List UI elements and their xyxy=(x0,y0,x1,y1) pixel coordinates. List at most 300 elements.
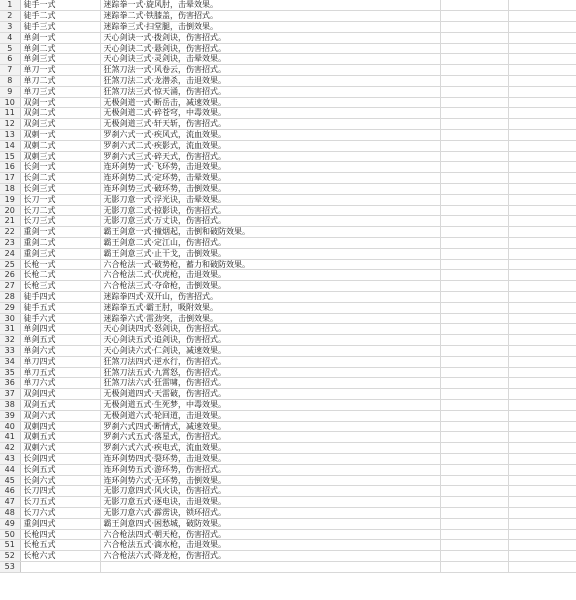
table-row xyxy=(0,11,576,22)
skill-description-cell[interactable]: 六合枪法二式·伏虎枪，击退效果。 xyxy=(100,270,440,281)
empty-cell[interactable] xyxy=(508,270,576,281)
empty-cell[interactable] xyxy=(440,238,508,249)
row-number-cell[interactable]: 21 xyxy=(0,216,20,227)
row-number-cell[interactable]: 12 xyxy=(0,119,20,130)
empty-cell[interactable] xyxy=(440,184,508,195)
skill-description-cell[interactable]: 天心剑诀一式·拨剑诀，伤害招式。 xyxy=(100,32,440,43)
skill-description-cell[interactable]: 迷踪拳三式·扫堂腿，击倒效果。 xyxy=(100,22,440,33)
stance-name-cell[interactable]: 徒手二式 xyxy=(20,11,100,22)
empty-cell[interactable] xyxy=(508,162,576,173)
stance-name-cell[interactable]: 长枪六式 xyxy=(20,551,100,562)
empty-cell[interactable] xyxy=(440,497,508,508)
row-number-cell[interactable]: 19 xyxy=(0,194,20,205)
skill-description-cell[interactable]: 罗刹六式二式·疾影式，流血效果。 xyxy=(100,140,440,151)
stance-name-cell[interactable]: 徒手四式 xyxy=(20,292,100,303)
empty-cell[interactable] xyxy=(440,130,508,141)
empty-cell[interactable] xyxy=(508,561,576,572)
empty-cell[interactable] xyxy=(508,367,576,378)
row-number-cell[interactable]: 40 xyxy=(0,421,20,432)
empty-cell[interactable] xyxy=(508,324,576,335)
stance-name-cell[interactable]: 单刀二式 xyxy=(20,76,100,87)
stance-name-cell[interactable]: 单刀三式 xyxy=(20,86,100,97)
empty-cell[interactable] xyxy=(508,54,576,65)
skill-description-cell[interactable]: 罗刹六式三式·碎天式，伤害招式。 xyxy=(100,151,440,162)
skill-description-cell[interactable]: 天心剑诀二式·悬剑诀，伤害招式。 xyxy=(100,43,440,54)
row-number-cell[interactable]: 18 xyxy=(0,184,20,195)
row-number-cell[interactable]: 48 xyxy=(0,507,20,518)
stance-name-cell[interactable]: 重剑三式 xyxy=(20,248,100,259)
stance-name-cell[interactable]: 双刺六式 xyxy=(20,443,100,454)
skill-description-cell[interactable]: 六合枪法三式·夺命枪，击倒效果。 xyxy=(100,281,440,292)
stance-name-cell[interactable]: 长剑二式 xyxy=(20,173,100,184)
empty-cell[interactable] xyxy=(508,389,576,400)
row-number-cell[interactable]: 45 xyxy=(0,475,20,486)
empty-cell[interactable] xyxy=(508,399,576,410)
table-row xyxy=(0,464,576,475)
empty-cell[interactable] xyxy=(508,184,576,195)
empty-cell[interactable] xyxy=(508,497,576,508)
row-number-cell[interactable]: 39 xyxy=(0,410,20,421)
skill-description-cell[interactable]: 罗刹六式四式·断情式，减速效果。 xyxy=(100,421,440,432)
skill-description-cell[interactable]: 迷踪拳四式·双开山，伤害招式。 xyxy=(100,292,440,303)
stance-name-cell[interactable]: 重剑二式 xyxy=(20,238,100,249)
empty-cell[interactable] xyxy=(508,475,576,486)
table-row xyxy=(0,281,576,292)
empty-cell[interactable] xyxy=(440,140,508,151)
row-number-cell[interactable]: 32 xyxy=(0,335,20,346)
stance-name-cell[interactable]: 徒手六式 xyxy=(20,313,100,324)
empty-cell[interactable] xyxy=(508,140,576,151)
skill-description-cell[interactable]: 无极剑道二式·碎苍穹，中毒效果。 xyxy=(100,108,440,119)
table-row xyxy=(0,151,576,162)
empty-cell[interactable] xyxy=(508,443,576,454)
empty-cell[interactable] xyxy=(508,194,576,205)
empty-cell[interactable] xyxy=(508,65,576,76)
empty-cell[interactable] xyxy=(508,86,576,97)
empty-cell[interactable] xyxy=(440,76,508,87)
row-number-cell[interactable]: 8 xyxy=(0,76,20,87)
skill-description-cell[interactable]: 迷踪拳一式·旋风肘，击晕效果。 xyxy=(100,0,440,11)
stance-name-cell[interactable]: 长剑六式 xyxy=(20,475,100,486)
stance-name-cell[interactable]: 双刺二式 xyxy=(20,140,100,151)
skill-description-cell[interactable]: 连环剑势一式·飞环势，击退效果。 xyxy=(100,162,440,173)
stance-name-cell[interactable]: 长刀三式 xyxy=(20,216,100,227)
row-number-cell[interactable]: 36 xyxy=(0,378,20,389)
row-number-cell[interactable]: 15 xyxy=(0,151,20,162)
empty-cell[interactable] xyxy=(508,238,576,249)
empty-cell[interactable] xyxy=(440,367,508,378)
empty-cell[interactable] xyxy=(440,324,508,335)
empty-cell[interactable] xyxy=(508,302,576,313)
stance-name-cell[interactable]: 双刺三式 xyxy=(20,151,100,162)
empty-cell[interactable] xyxy=(508,205,576,216)
skill-description-cell[interactable]: 无极剑道六式·轮回道，击退效果。 xyxy=(100,410,440,421)
empty-cell[interactable] xyxy=(440,561,508,572)
stance-name-cell[interactable]: 长枪一式 xyxy=(20,259,100,270)
empty-cell[interactable] xyxy=(508,0,576,11)
row-number-cell[interactable]: 52 xyxy=(0,551,20,562)
stance-name-cell[interactable]: 长刀六式 xyxy=(20,507,100,518)
empty-cell[interactable] xyxy=(440,518,508,529)
skill-description-cell[interactable]: 六合枪法五式·滴水枪，击退效果。 xyxy=(100,540,440,551)
row-number-cell[interactable]: 34 xyxy=(0,356,20,367)
skill-description-cell[interactable]: 狂煞刀法六式·狂雷啸，伤害招式。 xyxy=(100,378,440,389)
row-number-cell[interactable]: 11 xyxy=(0,108,20,119)
row-number-cell[interactable]: 46 xyxy=(0,486,20,497)
table-row xyxy=(0,378,576,389)
skill-description-cell[interactable]: 无影刀意二式·掠影诀，伤害招式。 xyxy=(100,205,440,216)
table-row xyxy=(0,22,576,33)
row-number-cell[interactable]: 49 xyxy=(0,518,20,529)
skill-description-cell[interactable]: 罗刹六式五式·落星式，伤害招式。 xyxy=(100,432,440,443)
skill-description-cell[interactable]: 霸王剑意三式·止干戈，击倒效果。 xyxy=(100,248,440,259)
empty-cell[interactable] xyxy=(508,453,576,464)
stance-name-cell[interactable]: 长枪三式 xyxy=(20,281,100,292)
empty-cell[interactable] xyxy=(440,486,508,497)
skill-description-cell[interactable]: 六合枪法一式·破势枪，蓄力和破防效果。 xyxy=(100,259,440,270)
empty-cell[interactable] xyxy=(440,281,508,292)
skill-description-cell[interactable]: 狂煞刀法五式·九霄怒，伤害招式。 xyxy=(100,367,440,378)
empty-cell[interactable] xyxy=(508,518,576,529)
empty-cell[interactable] xyxy=(508,281,576,292)
skill-description-cell[interactable]: 霸王剑意二式·定江山，伤害招式。 xyxy=(100,238,440,249)
row-number-cell[interactable]: 44 xyxy=(0,464,20,475)
stance-name-cell[interactable]: 单刀六式 xyxy=(20,378,100,389)
empty-cell[interactable] xyxy=(440,248,508,259)
stance-name-cell[interactable]: 双剑三式 xyxy=(20,119,100,130)
empty-cell[interactable] xyxy=(508,43,576,54)
empty-cell[interactable] xyxy=(440,507,508,518)
stance-name-cell[interactable]: 长刀一式 xyxy=(20,194,100,205)
skill-description-cell[interactable]: 狂煞刀法四式·逆水行，伤害招式。 xyxy=(100,356,440,367)
row-number-cell[interactable]: 20 xyxy=(0,205,20,216)
row-number-cell[interactable]: 50 xyxy=(0,529,20,540)
empty-cell[interactable] xyxy=(440,540,508,551)
stance-name-cell[interactable]: 徒手一式 xyxy=(20,0,100,11)
table-row xyxy=(0,248,576,259)
stance-name-cell[interactable]: 双剑二式 xyxy=(20,108,100,119)
table-row xyxy=(0,410,576,421)
empty-cell[interactable] xyxy=(508,119,576,130)
empty-cell[interactable] xyxy=(440,173,508,184)
empty-cell[interactable] xyxy=(508,378,576,389)
row-number-cell[interactable]: 6 xyxy=(0,54,20,65)
empty-cell[interactable] xyxy=(440,32,508,43)
empty-cell[interactable] xyxy=(508,421,576,432)
table-row xyxy=(0,54,576,65)
stance-name-cell[interactable]: 长剑一式 xyxy=(20,162,100,173)
row-number-cell[interactable]: 2 xyxy=(0,11,20,22)
empty-cell[interactable] xyxy=(440,205,508,216)
table-row xyxy=(0,108,576,119)
empty-cell[interactable] xyxy=(440,151,508,162)
stance-name-cell[interactable]: 徒手五式 xyxy=(20,302,100,313)
empty-cell[interactable] xyxy=(508,248,576,259)
empty-cell[interactable] xyxy=(508,313,576,324)
row-number-cell[interactable]: 25 xyxy=(0,259,20,270)
row-number-cell[interactable]: 3 xyxy=(0,22,20,33)
table-row xyxy=(0,238,576,249)
empty-cell[interactable] xyxy=(508,551,576,562)
row-number-cell[interactable]: 31 xyxy=(0,324,20,335)
empty-cell[interactable] xyxy=(508,356,576,367)
table-row xyxy=(0,432,576,443)
stance-name-cell[interactable]: 双刺一式 xyxy=(20,130,100,141)
skill-description-cell[interactable]: 迷踪拳五式·霸王肘，吸附效果。 xyxy=(100,302,440,313)
empty-cell[interactable] xyxy=(440,162,508,173)
row-number-cell[interactable]: 27 xyxy=(0,281,20,292)
stance-name-cell[interactable]: 单剑一式 xyxy=(20,32,100,43)
empty-cell[interactable] xyxy=(508,173,576,184)
empty-cell[interactable] xyxy=(440,453,508,464)
empty-cell[interactable] xyxy=(508,410,576,421)
empty-cell[interactable] xyxy=(508,292,576,303)
row-number-cell[interactable]: 51 xyxy=(0,540,20,551)
stance-name-cell[interactable]: 重剑一式 xyxy=(20,227,100,238)
empty-cell[interactable] xyxy=(508,227,576,238)
row-number-cell[interactable]: 26 xyxy=(0,270,20,281)
empty-cell[interactable] xyxy=(508,540,576,551)
skill-description-cell[interactable]: 罗刹六式一式·疾风式，流血效果。 xyxy=(100,130,440,141)
skill-description-cell[interactable]: 天心剑诀四式·怒剑诀，伤害招式。 xyxy=(100,324,440,335)
row-number-cell[interactable]: 7 xyxy=(0,65,20,76)
table-row xyxy=(0,140,576,151)
empty-cell[interactable] xyxy=(508,529,576,540)
row-number-cell[interactable]: 9 xyxy=(0,86,20,97)
row-number-cell[interactable]: 30 xyxy=(0,313,20,324)
empty-cell[interactable] xyxy=(440,270,508,281)
skill-description-cell[interactable]: 连环剑势六式·无环势，击倒效果。 xyxy=(100,475,440,486)
empty-cell[interactable] xyxy=(508,130,576,141)
stance-name-cell[interactable]: 徒手三式 xyxy=(20,22,100,33)
table-row xyxy=(0,443,576,454)
stance-name-cell[interactable]: 单剑五式 xyxy=(20,335,100,346)
empty-cell[interactable] xyxy=(440,529,508,540)
skill-description-cell[interactable]: 迷踪拳六式·雷劲突，击倒效果。 xyxy=(100,313,440,324)
stance-name-cell[interactable]: 长剑五式 xyxy=(20,464,100,475)
empty-cell[interactable] xyxy=(440,119,508,130)
empty-cell[interactable] xyxy=(440,54,508,65)
stance-name-cell[interactable] xyxy=(20,561,100,572)
row-number-cell[interactable]: 14 xyxy=(0,140,20,151)
table-row xyxy=(0,32,576,43)
empty-cell[interactable] xyxy=(508,432,576,443)
row-number-cell[interactable]: 1 xyxy=(0,0,20,11)
table-row xyxy=(0,529,576,540)
stance-name-cell[interactable]: 长枪五式 xyxy=(20,540,100,551)
empty-cell[interactable] xyxy=(508,464,576,475)
stance-name-cell[interactable]: 长刀五式 xyxy=(20,497,100,508)
empty-cell[interactable] xyxy=(440,346,508,357)
empty-cell[interactable] xyxy=(508,486,576,497)
table-row xyxy=(0,367,576,378)
table-row xyxy=(0,227,576,238)
empty-cell[interactable] xyxy=(440,302,508,313)
skill-description-cell[interactable]: 连环剑势二式·定环势，击晕效果。 xyxy=(100,173,440,184)
empty-cell[interactable] xyxy=(440,399,508,410)
skill-description-cell[interactable]: 狂煞刀法一式·风卷云，伤害招式。 xyxy=(100,65,440,76)
skill-description-cell[interactable]: 狂煞刀法三式·惊天涌，伤害招式。 xyxy=(100,86,440,97)
empty-cell[interactable] xyxy=(440,86,508,97)
empty-cell[interactable] xyxy=(440,97,508,108)
table-row xyxy=(0,399,576,410)
empty-cell[interactable] xyxy=(440,432,508,443)
stance-name-cell[interactable]: 双剑四式 xyxy=(20,389,100,400)
empty-cell[interactable] xyxy=(508,76,576,87)
empty-cell[interactable] xyxy=(440,389,508,400)
table-row xyxy=(0,507,576,518)
stance-name-cell[interactable]: 长刀四式 xyxy=(20,486,100,497)
empty-cell[interactable] xyxy=(440,335,508,346)
row-number-cell[interactable]: 41 xyxy=(0,432,20,443)
empty-cell[interactable] xyxy=(508,22,576,33)
row-number-cell[interactable]: 43 xyxy=(0,453,20,464)
empty-cell[interactable] xyxy=(440,108,508,119)
table-row xyxy=(0,335,576,346)
skill-description-cell[interactable]: 迷踪拳二式·铁膝盖，伤害招式。 xyxy=(100,11,440,22)
stance-name-cell[interactable]: 双刺五式 xyxy=(20,432,100,443)
row-number-cell[interactable]: 37 xyxy=(0,389,20,400)
skill-description-cell[interactable]: 天心剑诀三式·灵剑诀，击晕效果。 xyxy=(100,54,440,65)
empty-cell[interactable] xyxy=(508,259,576,270)
stance-name-cell[interactable]: 单剑三式 xyxy=(20,54,100,65)
skill-description-cell[interactable]: 无极剑道五式·生死梦，中毒效果。 xyxy=(100,399,440,410)
stance-name-cell[interactable]: 双剑五式 xyxy=(20,399,100,410)
stance-name-cell[interactable]: 单刀四式 xyxy=(20,356,100,367)
stance-name-cell[interactable]: 长枪二式 xyxy=(20,270,100,281)
row-number-cell[interactable]: 13 xyxy=(0,130,20,141)
skill-description-cell[interactable]: 六合枪法六式·降龙枪，伤害招式。 xyxy=(100,551,440,562)
table-row xyxy=(0,270,576,281)
row-number-cell[interactable]: 16 xyxy=(0,162,20,173)
skill-description-cell[interactable]: 无影刀意四式·风火诀，伤害招式。 xyxy=(100,486,440,497)
row-number-cell[interactable]: 5 xyxy=(0,43,20,54)
row-number-cell[interactable]: 4 xyxy=(0,32,20,43)
skill-description-cell[interactable] xyxy=(100,561,440,572)
stance-name-cell[interactable]: 重剑四式 xyxy=(20,518,100,529)
stance-name-cell[interactable]: 双剑六式 xyxy=(20,410,100,421)
row-number-cell[interactable]: 35 xyxy=(0,367,20,378)
table-row xyxy=(0,216,576,227)
table-row xyxy=(0,119,576,130)
table-row xyxy=(0,76,576,87)
skill-description-cell[interactable]: 霸王剑意一式·撞烟起，击倒和破防效果。 xyxy=(100,227,440,238)
skill-description-cell[interactable]: 天心剑诀五式·追剑诀，伤害招式。 xyxy=(100,335,440,346)
stance-name-cell[interactable]: 单剑二式 xyxy=(20,43,100,54)
empty-cell[interactable] xyxy=(440,356,508,367)
empty-cell[interactable] xyxy=(440,216,508,227)
table-row xyxy=(0,421,576,432)
empty-cell[interactable] xyxy=(440,475,508,486)
empty-cell[interactable] xyxy=(440,313,508,324)
row-number-cell[interactable]: 42 xyxy=(0,443,20,454)
row-number-cell[interactable]: 47 xyxy=(0,497,20,508)
empty-cell[interactable] xyxy=(440,227,508,238)
skill-description-cell[interactable]: 无影刀意五式·逐电诀，击退效果。 xyxy=(100,497,440,508)
row-number-cell[interactable]: 24 xyxy=(0,248,20,259)
table-row xyxy=(0,497,576,508)
stance-name-cell[interactable]: 长剑三式 xyxy=(20,184,100,195)
table-row xyxy=(0,173,576,184)
stance-name-cell[interactable]: 双剑一式 xyxy=(20,97,100,108)
empty-cell[interactable] xyxy=(508,346,576,357)
row-number-cell[interactable]: 28 xyxy=(0,292,20,303)
row-number-cell[interactable]: 29 xyxy=(0,302,20,313)
empty-cell[interactable] xyxy=(508,11,576,22)
table-row xyxy=(0,551,576,562)
empty-cell[interactable] xyxy=(440,65,508,76)
skill-description-cell[interactable]: 无极剑道三式·轩天斩，伤害招式。 xyxy=(100,119,440,130)
row-number-cell[interactable]: 23 xyxy=(0,238,20,249)
empty-cell[interactable] xyxy=(508,335,576,346)
skill-description-cell[interactable]: 霸王剑意四式·困愁城，破防效果。 xyxy=(100,518,440,529)
skill-description-cell[interactable]: 无极剑道四式·天雷破，伤害招式。 xyxy=(100,389,440,400)
row-number-cell[interactable]: 53 xyxy=(0,561,20,572)
row-number-cell[interactable]: 17 xyxy=(0,173,20,184)
empty-cell[interactable] xyxy=(440,421,508,432)
empty-cell[interactable] xyxy=(440,378,508,389)
empty-cell[interactable] xyxy=(440,551,508,562)
empty-cell[interactable] xyxy=(508,32,576,43)
empty-cell[interactable] xyxy=(508,216,576,227)
empty-cell[interactable] xyxy=(440,464,508,475)
skill-description-cell[interactable]: 狂煞刀法二式·龙潜杀，击退效果。 xyxy=(100,76,440,87)
empty-cell[interactable] xyxy=(508,97,576,108)
empty-cell[interactable] xyxy=(440,443,508,454)
table-row xyxy=(0,97,576,108)
skill-description-cell[interactable]: 无影刀意三式·万丈诀，伤害招式。 xyxy=(100,216,440,227)
table-row xyxy=(0,194,576,205)
table-row xyxy=(0,205,576,216)
row-number-cell[interactable]: 38 xyxy=(0,399,20,410)
stance-name-cell[interactable]: 双刺四式 xyxy=(20,421,100,432)
skill-description-cell[interactable]: 罗刹六式六式·疾电式，流血效果。 xyxy=(100,443,440,454)
empty-cell[interactable] xyxy=(440,194,508,205)
empty-cell[interactable] xyxy=(440,410,508,421)
empty-cell[interactable] xyxy=(440,11,508,22)
empty-cell[interactable] xyxy=(508,108,576,119)
table-row xyxy=(0,302,576,313)
stance-name-cell[interactable]: 长刀二式 xyxy=(20,205,100,216)
row-number-cell[interactable]: 22 xyxy=(0,227,20,238)
empty-cell[interactable] xyxy=(440,292,508,303)
stance-name-cell[interactable]: 长剑四式 xyxy=(20,453,100,464)
empty-cell[interactable] xyxy=(440,0,508,11)
skill-description-cell[interactable]: 天心剑诀六式·仁剑诀，减速效果。 xyxy=(100,346,440,357)
stance-name-cell[interactable]: 单刀一式 xyxy=(20,65,100,76)
empty-cell[interactable] xyxy=(508,151,576,162)
empty-cell[interactable] xyxy=(440,22,508,33)
skill-description-cell[interactable]: 无极剑道一式·断岳击，减速效果。 xyxy=(100,97,440,108)
stance-name-cell[interactable]: 单剑六式 xyxy=(20,346,100,357)
empty-cell[interactable] xyxy=(440,259,508,270)
stance-name-cell[interactable]: 长枪四式 xyxy=(20,529,100,540)
empty-cell[interactable] xyxy=(440,43,508,54)
stance-name-cell[interactable]: 单刀五式 xyxy=(20,367,100,378)
skill-description-cell[interactable]: 连环剑势五式·游环势，伤害招式。 xyxy=(100,464,440,475)
table-row xyxy=(0,356,576,367)
row-number-cell[interactable]: 10 xyxy=(0,97,20,108)
skill-description-cell[interactable]: 六合枪法四式·朝天枪，伤害招式。 xyxy=(100,529,440,540)
skill-description-cell[interactable]: 连环剑势四式·裂环势，击退效果。 xyxy=(100,453,440,464)
stance-name-cell[interactable]: 单剑四式 xyxy=(20,324,100,335)
row-number-cell[interactable]: 33 xyxy=(0,346,20,357)
skill-description-cell[interactable]: 无影刀意一式·浮光诀，击晕效果。 xyxy=(100,194,440,205)
empty-cell[interactable] xyxy=(508,507,576,518)
skill-description-cell[interactable]: 连环剑势三式·破环势，击倒效果。 xyxy=(100,184,440,195)
skill-description-cell[interactable]: 无影刀意六式·霹雳诀，锁环招式。 xyxy=(100,507,440,518)
table-row xyxy=(0,453,576,464)
